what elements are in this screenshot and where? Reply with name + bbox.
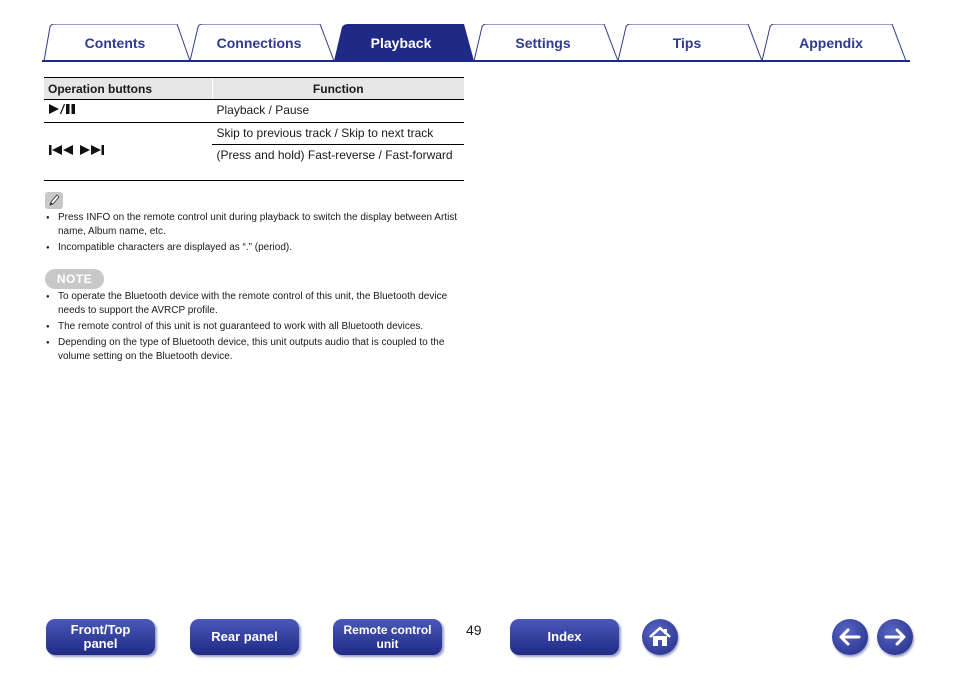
tab-connections[interactable]: Connections bbox=[216, 35, 302, 51]
pencil-icon bbox=[45, 192, 63, 209]
table-row bbox=[44, 123, 464, 145]
list-item: ● Press INFO on the remote control unit during playback to switch the display between Artist name, Album name, etc. bbox=[46, 211, 466, 239]
list-item: ● Depending on the type of Bluetooth device, this unit outputs audio that is coupled to the volume setting on the Bluetooth device. bbox=[46, 336, 466, 364]
front-top-panel-button[interactable] bbox=[46, 619, 155, 655]
list-item: ● To operate the Bluetooth device with the remote control of this unit, the Bluetooth device needs to support the AVRCP profile. bbox=[46, 290, 466, 318]
remote-control-unit-label: Remote control unit bbox=[343, 623, 432, 651]
tips-list bbox=[46, 211, 466, 257]
front-top-panel-label: Front/Top panel bbox=[70, 622, 131, 651]
play-pause-icon bbox=[44, 100, 212, 123]
arrow-right-icon[interactable] bbox=[877, 619, 913, 655]
tab-playback[interactable]: Playback bbox=[370, 35, 432, 51]
tab-contents[interactable]: Contents bbox=[84, 35, 146, 51]
function-cell: Playback / Pause bbox=[212, 100, 464, 123]
function-cell: (Press and hold) Fast-reverse / Fast-forward bbox=[212, 145, 464, 181]
home-icon[interactable] bbox=[642, 619, 678, 655]
rear-panel-button[interactable] bbox=[190, 619, 299, 655]
remote-control-unit-button[interactable] bbox=[333, 619, 442, 655]
table-header-buttons: Operation buttons bbox=[44, 78, 212, 100]
table-row bbox=[44, 100, 464, 123]
tab-bar bbox=[42, 24, 910, 64]
table-header-function: Function bbox=[212, 78, 464, 100]
rear-panel-label: Rear panel bbox=[211, 629, 278, 644]
function-cell: Skip to previous track / Skip to next track bbox=[212, 123, 464, 145]
operation-table bbox=[44, 77, 464, 181]
page-number: 49 bbox=[466, 622, 482, 638]
tab-tips[interactable]: Tips bbox=[672, 35, 702, 51]
tab-settings[interactable]: Settings bbox=[515, 35, 571, 51]
list-item: ● The remote control of this unit is not guaranteed to work with all Bluetooth devices. bbox=[46, 320, 466, 334]
list-item: ● Incompatible characters are displayed as “.” (period). bbox=[46, 241, 466, 255]
arrow-left-icon[interactable] bbox=[832, 619, 868, 655]
tab-appendix[interactable]: Appendix bbox=[799, 35, 863, 51]
skip-icon bbox=[44, 123, 212, 181]
note-badge: NOTE bbox=[45, 269, 104, 289]
index-label: Index bbox=[547, 629, 582, 644]
index-button[interactable] bbox=[510, 619, 619, 655]
note-list bbox=[46, 290, 466, 366]
